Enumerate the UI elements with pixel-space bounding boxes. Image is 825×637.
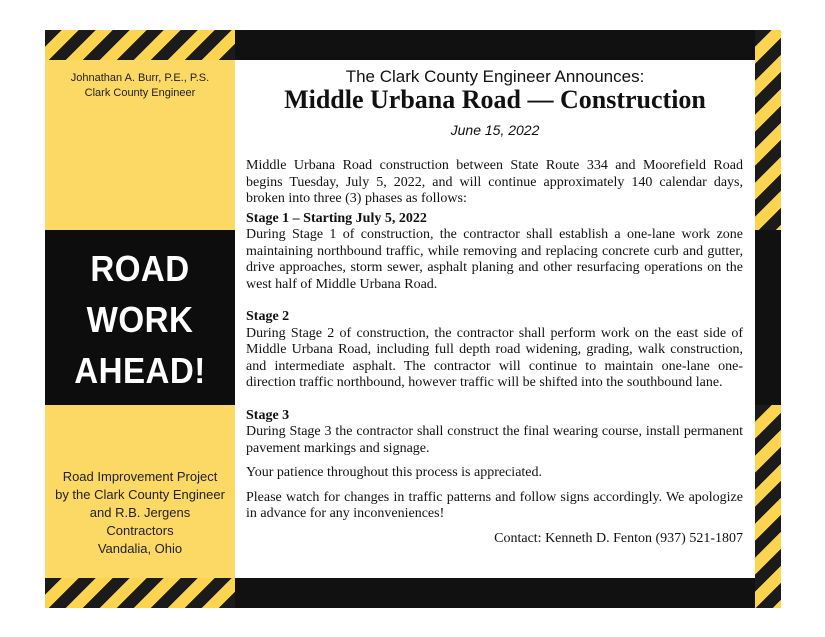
bottom-black-bar bbox=[235, 578, 755, 608]
top-hazard-stripe bbox=[45, 30, 235, 60]
date: June 15, 2022 bbox=[450, 122, 540, 138]
engineer-credit bbox=[45, 71, 235, 101]
patience-text: Your patience throughout this process is appreciated. bbox=[246, 465, 543, 480]
stage2-text: During Stage 2 of construction, the contractor shall perform work on the east side of Middle Urbana Road, including full depth road widening, grading, walk construction, and intermediate asphalt. The contractor will continue to maintain one-lane one-direction traffic northbound, however traffic will be shifted into the southbound lane. bbox=[246, 325, 743, 390]
headline: Middle Urbana Road — Construction bbox=[284, 85, 706, 114]
engineer-name: Johnathan A. Burr, P.E., P.S. bbox=[70, 72, 210, 84]
engineer-title: Clark County Engineer bbox=[84, 87, 196, 99]
stage3-text: During Stage 3 the contractor shall construct the final wearing course, install permanent pavement markings and signage. bbox=[246, 424, 743, 456]
project-line: Vandalia, Ohio bbox=[97, 541, 183, 556]
stage2-title: Stage 2 bbox=[246, 309, 290, 324]
project-line: Road Improvement Project bbox=[62, 469, 218, 484]
sign-line: ROAD bbox=[90, 248, 190, 289]
stage3-title: Stage 3 bbox=[246, 407, 290, 423]
project-credit bbox=[45, 468, 235, 558]
bottom-hazard-stripe bbox=[45, 578, 235, 608]
stage1-text: During Stage 1 of construction, the contractor shall establish a one-lane work zone maintaining northbound traffic, while removing and replacing concrete curb and gutter, drive approaches, storm sewer, asphalt planing and other resurfacing operations on the west half of Middle Urbana Road. bbox=[246, 227, 743, 292]
flyer bbox=[45, 30, 781, 608]
right-hazard-stripe-bottom bbox=[755, 405, 781, 608]
sign-line: WORK bbox=[86, 299, 194, 340]
project-line: Contractors bbox=[106, 523, 174, 538]
announce-line: The Clark County Engineer Announces: bbox=[345, 67, 645, 86]
intro-paragraph: Middle Urbana Road construction between State Route 334 and Moorefield Road begins Tuesday, July 5, 2022, and will continue approximately 140 calendar days, broken into three (3) phases as follows: bbox=[246, 158, 743, 206]
stage1-title: Stage 1 – Starting July 5, 2022 bbox=[246, 210, 427, 226]
right-hazard-stripe-top bbox=[755, 30, 781, 230]
body-text bbox=[246, 158, 743, 547]
project-line: and R.B. Jergens bbox=[89, 505, 191, 520]
top-black-bar bbox=[235, 30, 755, 60]
announcement-content bbox=[235, 60, 755, 578]
road-work-ahead-sign bbox=[53, 243, 228, 396]
contact-line: Contact: Kenneth D. Fenton (937) 521-1807 bbox=[494, 530, 743, 546]
project-line: by the Clark County Engineer bbox=[55, 487, 225, 502]
sign-line: AHEAD! bbox=[74, 350, 206, 391]
right-black-bar bbox=[755, 230, 781, 405]
watch-text: Please watch for changes in traffic patterns and follow signs accordingly. We apologize in advance for any inconveniences! bbox=[246, 489, 743, 521]
